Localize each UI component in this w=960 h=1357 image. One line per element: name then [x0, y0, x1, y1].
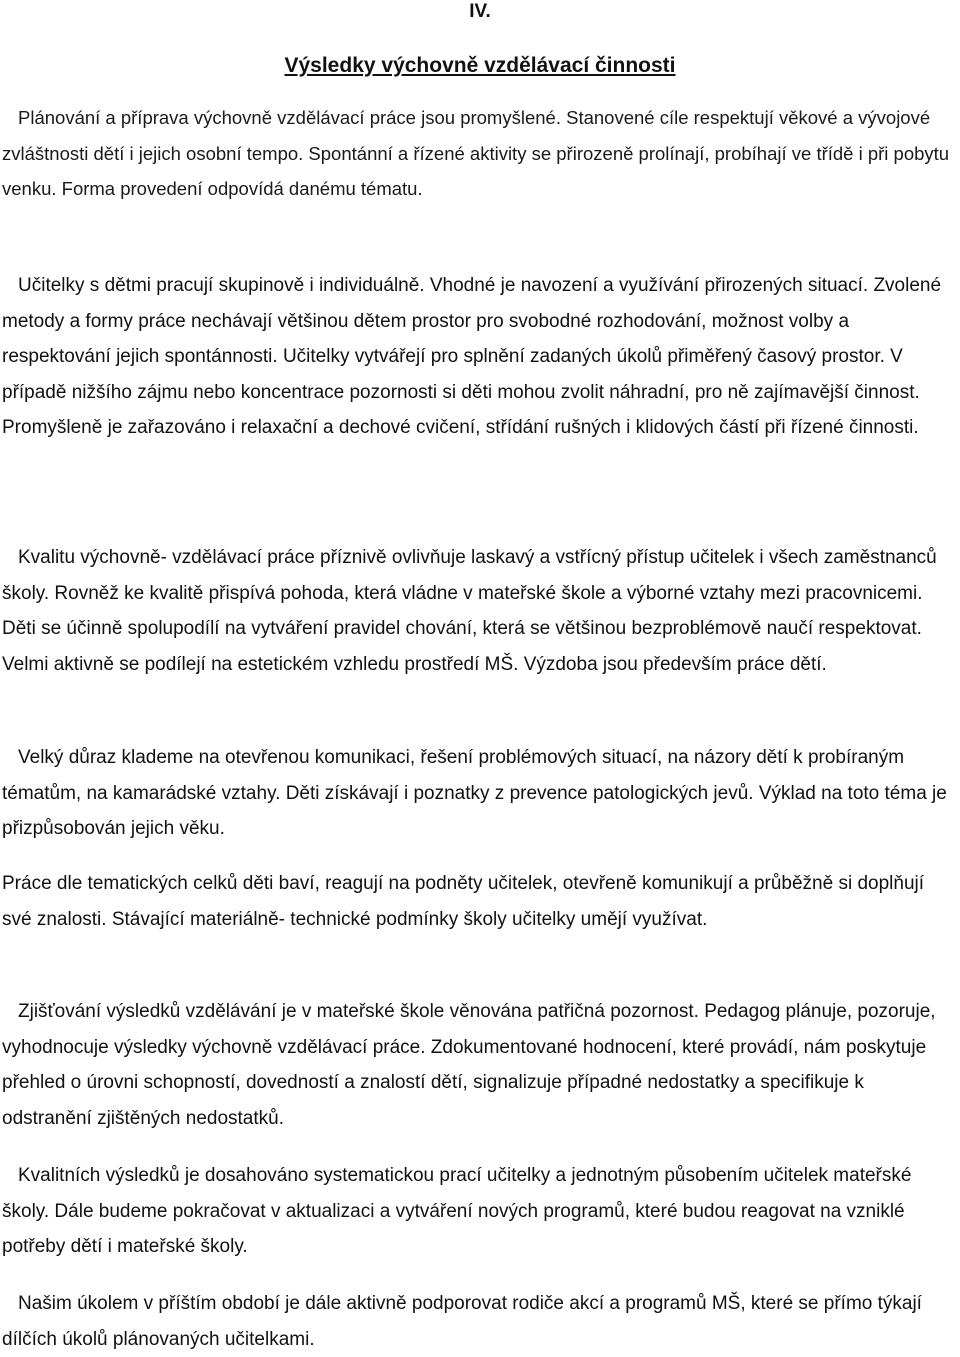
paragraph-quality-of-work: Kvalitu výchovně- vzdělávací práce příznivě ovlivňuje laskavý a vstřícný přístup učitelek i všech zaměstnanců školy. Rovněž ke kvalitě přispívá pohoda, která vládne v mateřské škole a výborné vztahy mezi pracovnicemi. Děti se účinně spolupodílí na vytváření pravidel chování, která se většinou bezproblémově naučí respektovat. Velmi aktivně se podílejí na estetickém vzhledu prostředí MŠ. Výzdoba jsou především práce dětí. [2, 547, 937, 675]
chapter-number: IV. [469, 1, 491, 22]
paragraph-results: Kvalitních výsledků je dosahováno systematickou prací učitelky a jednotným působením učitelek mateřské školy. Dále budeme pokračovat v aktualizaci a vytváření nových programů, které budou reagovat na vzniklé potřeby dětí i mateřské školy. [2, 1165, 912, 1257]
paragraph-planning: Plánování a příprava výchovně vzdělávací práce jsou promyšlené. Stanovené cíle respektují věkové a vývojové zvláštnosti dětí i jejich osobní tempo. Spontánní a řízené aktivity se přirozeně prolínají, probíhají ve třídě i při pobytu venku. Forma provedení odpovídá danému tématu. [2, 107, 950, 199]
paragraph-assessment: Zjišťování výsledků vzdělávání je v mateřské škole věnována patřičná pozornost. Pedagog plánuje, pozoruje, vyhodnocuje výsledky výchovně vzdělávací práce. Zdokumentované hodnocení, které provádí, nám poskytuje přehled o úrovni schopností, dovedností a znalostí dětí, signalizuje případné nedostatky a specifikuje k odstranění zjištěných nedostatků. [2, 1001, 936, 1129]
paragraph-thematic-units: Práce dle tematických celků děti baví, reagují na podněty učitelek, otevřeně komunikují a průběžně si doplňují své znalosti. Stávající materiálně- technické podmínky školy učitelky umějí využívat. [2, 873, 925, 930]
paragraph-future-goals: Našim úkolem v příštím období je dále aktivně podporovat rodiče akcí a programů MŠ, které se přímo týkají dílčích úkolů plánovaných učitelkami. [2, 1293, 922, 1350]
paragraph-communication: Velký důraz klademe na otevřenou komunikaci, řešení problémových situací, na názory dětí k probíraným tématům, na kamarádské vztahy. Děti získávají i poznatky z prevence patologických jevů. Výklad na toto téma je přizpůsobován jejich věku. [2, 747, 947, 839]
paragraph-teaching-methods: Učitelky s dětmi pracují skupinově i individuálně. Vhodné je navození a využívání přirozených situací. Zvolené metody a formy práce nechávají většinou dětem prostor pro svobodné rozhodování, možnost volby a respektování jejich spontánnosti. Učitelky vytvářejí pro splnění zadaných úkolů přiměřený časový prostor. V případě nižšího zájmu nebo koncentrace pozornosti si děti mohou zvolit náhradní, pro ně zajímavější činnost. Promyšleně je zařazováno i relaxační a dechové cvičení, střídání rušných i klidových částí při řízené činnosti. [2, 275, 942, 438]
section-title: Výsledky výchovně vzdělávací činnosti [284, 54, 676, 77]
